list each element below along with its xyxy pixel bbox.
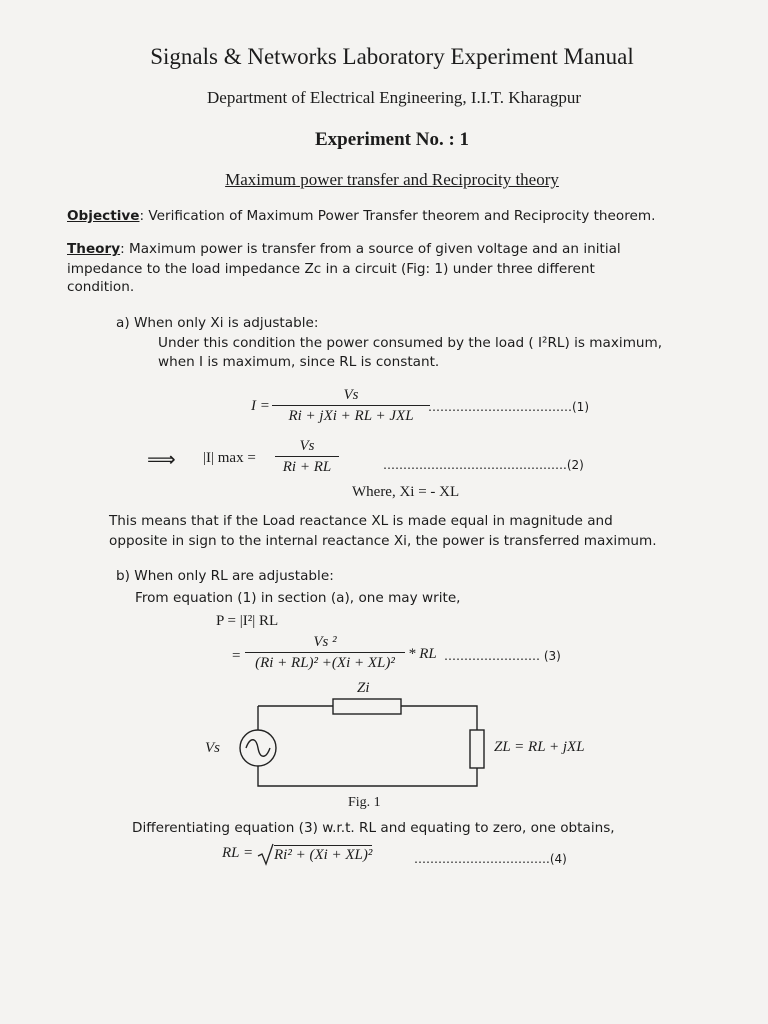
section-a-note-1: This means that if the Load reactance XL is made equal in magnitude and	[109, 513, 613, 529]
eq1-numerator: Vs	[343, 387, 359, 403]
where-condition: Where, Xi = - XL	[352, 484, 460, 500]
eq3-multiplier: * RL	[408, 646, 437, 662]
zi-label: Zi	[357, 680, 370, 696]
eq3-tag: …………………… (3)	[444, 649, 561, 663]
eq4-radicand: Ri² + (Xi + XL)²	[274, 847, 373, 863]
conclusion-line-1: Differentiating equation (3) w.r.t. RL and equating to zero, one obtains,	[132, 820, 615, 836]
department-line: Department of Electrical Engineering, I.I.T. Kharagpur	[207, 88, 581, 107]
eq2-tag: ……………………………………….(2)	[383, 458, 584, 472]
eq3-equals: =	[232, 648, 241, 664]
eq1-fraction-bar	[272, 405, 430, 406]
eq-power: P = |I²| RL	[216, 613, 279, 629]
section-b-heading: b) When only RL are adjustable:	[116, 568, 334, 584]
manual-title: Signals & Networks Laboratory Experiment Manual	[150, 44, 634, 69]
experiment-topic: Maximum power transfer and Reciprocity theory	[225, 170, 559, 189]
section-a-line-1: Under this condition the power consumed by the load ( I²RL) is maximum,	[158, 335, 663, 351]
eq1-tag: ………………………………(1)	[428, 400, 589, 414]
theory-text-1: : Maximum power is transfer from a source of given voltage and an initial	[120, 241, 621, 257]
theory-line-2: impedance to the load impedance Zc in a circuit (Fig: 1) under three different	[67, 261, 595, 277]
eq4-tag: …………………………….(4)	[414, 852, 567, 866]
eq1-denominator: Ri + jXi + RL + JXL	[288, 408, 414, 424]
eq2-fraction	[275, 438, 339, 476]
eq2-fraction-bar	[275, 456, 339, 457]
eq1-lhs: I =	[251, 398, 270, 414]
implies-arrow-icon: ⟹	[147, 447, 176, 471]
circuit-diagram	[225, 690, 505, 795]
eq3-denominator: (Ri + RL)² +(Xi + XL)²	[255, 655, 395, 671]
theory-line-3: condition.	[67, 279, 135, 295]
theory-label: Theory	[67, 241, 121, 257]
objective-paragraph	[67, 208, 655, 224]
square-root-icon	[257, 842, 275, 866]
eq4-lhs: RL =	[222, 845, 254, 861]
figure-caption: Fig. 1	[348, 795, 381, 810]
vs-label: Vs	[205, 740, 220, 756]
eq2-numerator: Vs	[299, 438, 315, 454]
ac-sine-wave	[246, 740, 270, 757]
eq1-fraction	[272, 387, 430, 425]
internal-impedance-resistor	[333, 699, 401, 714]
load-impedance-resistor	[470, 730, 484, 768]
theory-line-1	[67, 241, 621, 257]
section-a-heading: a) When only Xi is adjustable:	[116, 315, 319, 331]
section-b-line-1: From equation (1) in section (a), one may write,	[135, 590, 461, 606]
eq3-fraction-bar	[245, 652, 405, 653]
eq3-fraction	[245, 634, 405, 672]
circuit-right-bottom-wire	[258, 766, 477, 786]
objective-label: Objective	[67, 208, 140, 224]
eq2-denominator: Ri + RL	[282, 459, 332, 475]
objective-text: : Verification of Maximum Power Transfer theorem and Reciprocity theorem.	[139, 208, 656, 224]
section-a-line-2: when I is maximum, since RL is constant.	[158, 354, 440, 370]
section-a-note-2: opposite in sign to the internal reactance Xi, the power is transferred maximum.	[109, 533, 657, 549]
experiment-number: Experiment No. : 1	[314, 129, 470, 150]
eq3-numerator: Vs ²	[313, 634, 337, 650]
zl-label: ZL = RL + jXL	[494, 739, 585, 755]
eq2-lhs: |I| max =	[203, 450, 256, 466]
circuit-top-wire-right	[401, 706, 477, 730]
